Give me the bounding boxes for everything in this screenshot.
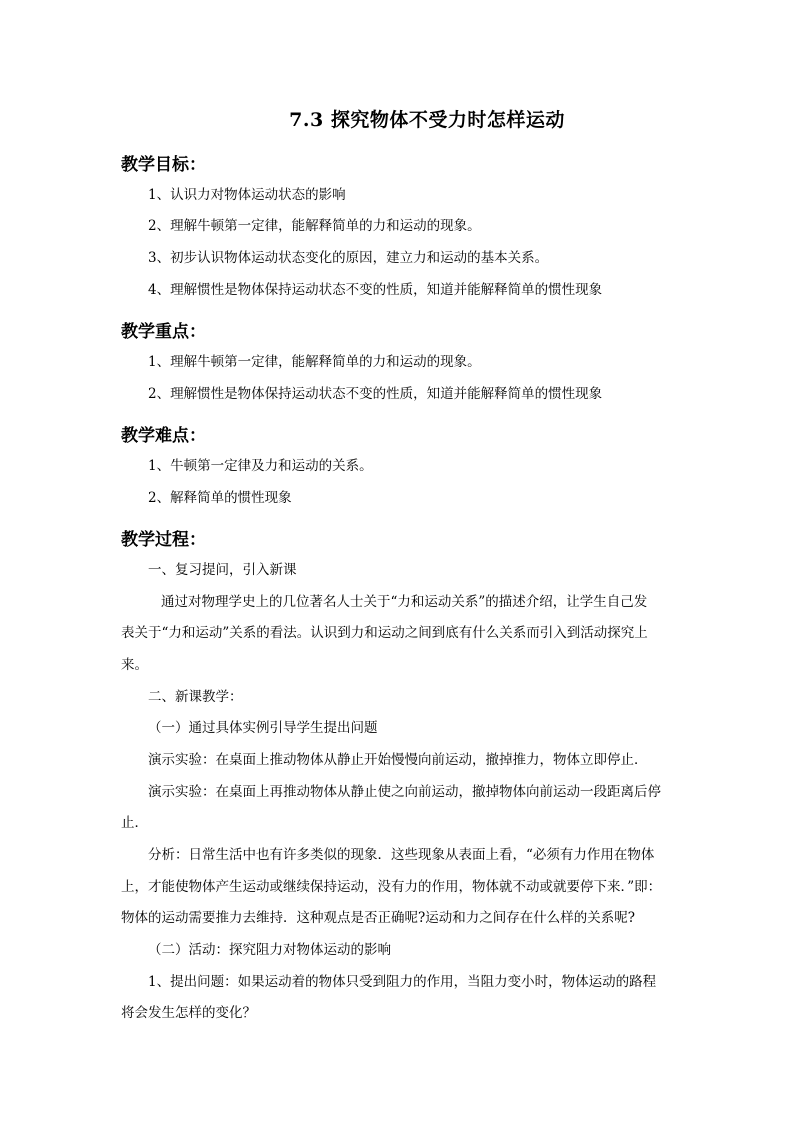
step1-title: 一、复习提问，引入新课 [148,562,297,578]
step2-title: 二、新课教学： [148,689,243,705]
page-title: 7.3 探究物体不受力时怎样运动 [289,109,565,131]
question-line: 将会发生怎样的变化？ [121,1005,256,1021]
question-line: 1、提出问题：如果运动着的物体只受到阻力的作用，当阻力变小时，物体运动的路程 [148,974,657,990]
part1-title: （一）通过具体实例引导学生提出问题 [148,720,378,736]
key-point-item: 2、理解惯性是物体保持运动状态不变的性质，知道并能解释简单的惯性现象 [148,386,603,402]
analysis-line: 上，才能使物体产生运动或继续保持运动，没有力的作用，物体就不动或就要停下来．”即： [121,879,662,895]
goal-item: 3、初步认识物体运动状态变化的原因，建立力和运动的基本关系。 [148,250,549,266]
step1-paragraph-line: 来。 [121,657,148,673]
heading-difficulties: 教学难点： [121,426,206,446]
difficulty-item: 2、解释简单的惯性现象 [148,490,292,506]
goal-item: 1、认识力对物体运动状态的影响 [148,187,346,203]
heading-process: 教学过程： [121,530,206,550]
heading-goals: 教学目标： [121,155,206,175]
key-point-item: 1、理解牛顿第一定律，能解释简单的力和运动的现象。 [148,354,481,370]
step1-paragraph-line: 表关于“力和运动”关系的看法。认识到力和运动之间到底有什么关系而引入到活动探究上 [121,625,648,641]
heading-key-points: 教学重点： [121,322,206,342]
goal-item: 4、理解惯性是物体保持运动状态不变的性质，知道并能解释简单的惯性现象 [148,282,603,298]
step1-paragraph-line: 通过对物理学史上的几位著名人士关于“力和运动关系”的描述介绍，让学生自己发 [161,594,648,610]
part2-title: （二）活动：探究阻力对物体运动的影响 [148,942,391,958]
demo2-text-line: 止． [121,815,148,831]
demo1-text: 演示实验：在桌面上推动物体从静止开始慢慢向前运动，撤掉推力，物体立即停止． [148,752,648,768]
goal-item: 2、理解牛顿第一定律，能解释简单的力和运动的现象。 [148,218,481,234]
analysis-line: 物体的运动需要推力去维持．这种观点是否正确呢?运动和力之间存在什么样的关系呢? [121,910,635,926]
demo2-text-line: 演示实验：在桌面上再推动物体从静止使之向前运动，撤掉物体向前运动一段距离后停 [148,784,661,800]
difficulty-item: 1、牛顿第一定律及力和运动的关系。 [148,458,373,474]
analysis-line: 分析：日常生活中也有许多类似的现象．这些现象从表面上看，“必须有力作用在物体 [148,847,655,863]
